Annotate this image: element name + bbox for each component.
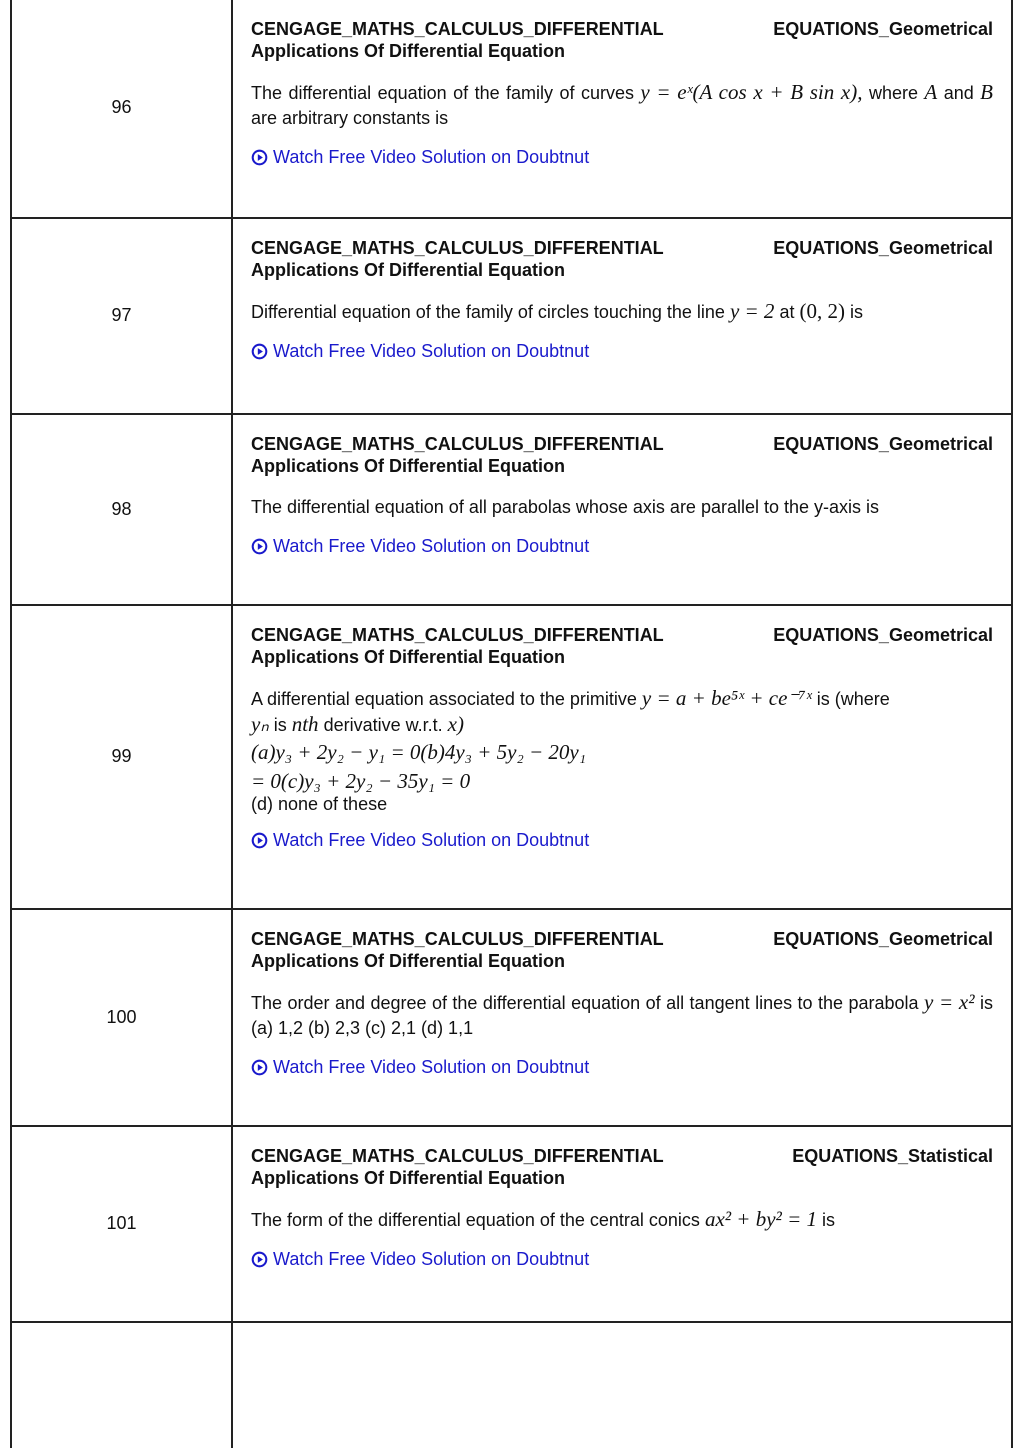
watch-video-label: Watch Free Video Solution on Doubtnut <box>273 147 590 167</box>
heading-left: CENGAGE_MATHS_CALCULUS_DIFFERENTIAL <box>251 929 664 949</box>
question-number: 98 <box>111 499 132 519</box>
question-text: The differential equation of all parabolas whose axis are parallel to the y-axis is <box>251 497 880 517</box>
question-number: 96 <box>111 97 132 117</box>
heading-line2: Applications Of Differential Equation <box>251 41 566 61</box>
row-divider <box>10 1125 1013 1127</box>
question-cell <box>251 1145 993 1270</box>
math-expression: y = eˣ(A cos x + B sin x), <box>640 80 863 104</box>
row-divider <box>10 908 1013 910</box>
question-heading <box>251 624 993 668</box>
play-circle-icon <box>251 1059 268 1076</box>
heading-line2: Applications Of Differential Equation <box>251 260 566 280</box>
watch-video-label: Watch Free Video Solution on Doubtnut <box>273 830 590 850</box>
question-cell <box>251 928 993 1078</box>
heading-right: EQUATIONS_Geometrical <box>773 625 993 645</box>
play-circle-icon <box>251 538 268 555</box>
heading-right: EQUATIONS_Geometrical <box>773 929 993 949</box>
heading-left: CENGAGE_MATHS_CALCULUS_DIFFERENTIAL <box>251 1146 664 1166</box>
heading-left: CENGAGE_MATHS_CALCULUS_DIFFERENTIAL <box>251 238 664 258</box>
play-circle-icon <box>251 149 268 166</box>
question-cell <box>251 433 993 557</box>
heading-line2: Applications Of Differential Equation <box>251 1168 566 1188</box>
math-expression: y = 2 <box>729 299 775 323</box>
question-heading <box>251 18 993 62</box>
question-cell <box>251 237 993 362</box>
question-text: The form of the differential equation of the central conics ax² + by² = 1 is <box>251 1207 836 1231</box>
play-circle-icon <box>251 1251 268 1268</box>
heading-right: EQUATIONS_Geometrical <box>773 19 993 39</box>
question-heading <box>251 928 993 972</box>
math-expression: y = a + be⁵ˣ + ce⁻⁷ˣ <box>641 686 812 710</box>
row-divider <box>10 1321 1013 1323</box>
watch-video-link[interactable] <box>251 147 993 168</box>
question-number: 100 <box>106 1007 137 1027</box>
heading-right: EQUATIONS_Geometrical <box>773 238 993 258</box>
heading-right: EQUATIONS_Geometrical <box>773 434 993 454</box>
question-heading <box>251 1145 993 1189</box>
question-number: 97 <box>111 305 132 325</box>
play-circle-icon <box>251 343 268 360</box>
heading-line2: Applications Of Differential Equation <box>251 456 566 476</box>
watch-video-link[interactable] <box>251 1249 993 1270</box>
row-divider <box>10 217 1013 219</box>
question-text: Differential equation of the family of circles touching the line y = 2 at (0, 2) is <box>251 299 863 323</box>
heading-right: EQUATIONS_Statistical <box>792 1146 993 1166</box>
row-divider <box>10 413 1013 415</box>
question-cell <box>251 18 993 168</box>
question-heading <box>251 237 993 281</box>
heading-left: CENGAGE_MATHS_CALCULUS_DIFFERENTIAL <box>251 625 664 645</box>
math-expression: y = x² <box>924 990 975 1014</box>
row-divider <box>10 604 1013 606</box>
play-circle-icon <box>251 832 268 849</box>
question-number: 99 <box>111 746 132 766</box>
watch-video-link[interactable] <box>251 536 993 557</box>
question-text: A differential equation associated to the primitive y = a + be⁵ˣ + ce⁻⁷ˣ is (where yₙ is nth derivative w.r.t. x) (a)y₃ + 2y₂ − y₁ = 0(b)4y₃ + 5y₂ − 20y₁ = 0(c)y₃ + 2y₂ − 35y₁ = 0 (d) none of these <box>251 686 993 814</box>
math-expression: (0, 2) <box>799 299 845 323</box>
answer-options-line: (a)y₃ + 2y₂ − y₁ = 0(b)4y₃ + 5y₂ − 20y₁ <box>251 740 587 764</box>
question-cell <box>251 624 993 851</box>
watch-video-label: Watch Free Video Solution on Doubtnut <box>273 1057 590 1077</box>
question-text: The differential equation of the family of curves y = eˣ(A cos x + B sin x), where A and B are arbitrary constants is <box>251 80 993 128</box>
heading-left: CENGAGE_MATHS_CALCULUS_DIFFERENTIAL <box>251 19 664 39</box>
heading-left: CENGAGE_MATHS_CALCULUS_DIFFERENTIAL <box>251 434 664 454</box>
watch-video-label: Watch Free Video Solution on Doubtnut <box>273 1249 590 1269</box>
question-text: The order and degree of the differential equation of all tangent lines to the parabola y = x² is (a) 1,2 (b) 2,3 (c) 2,1 (d) 1,1 <box>251 990 994 1038</box>
question-number: 101 <box>106 1213 137 1233</box>
heading-line2: Applications Of Differential Equation <box>251 647 566 667</box>
watch-video-link[interactable] <box>251 830 993 851</box>
question-heading <box>251 433 993 477</box>
answer-options-line: = 0(c)y₃ + 2y₂ − 35y₁ = 0 <box>251 769 471 793</box>
math-expression: ax² + by² = 1 <box>704 1207 818 1231</box>
answer-option-d: (d) none of these <box>251 794 388 814</box>
watch-video-label: Watch Free Video Solution on Doubtnut <box>273 341 590 361</box>
watch-video-label: Watch Free Video Solution on Doubtnut <box>273 536 590 556</box>
watch-video-link[interactable] <box>251 1057 993 1078</box>
watch-video-link[interactable] <box>251 341 993 362</box>
heading-line2: Applications Of Differential Equation <box>251 951 566 971</box>
